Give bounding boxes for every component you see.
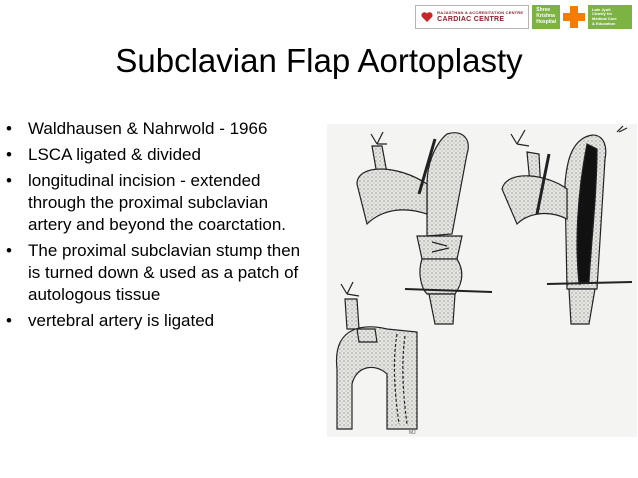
bullet-item [4,310,316,332]
panel-ligation [357,132,492,324]
bullet-item [4,240,316,306]
logo-main-text: CARDIAC CENTRE [437,16,505,23]
bullet-item [4,144,316,166]
charity-logo [588,5,632,29]
bullet-text: longitudinal incision - extended through the proximal subclavian artery and beyond the coarctation. [28,171,286,234]
bullet-marker: • [6,119,12,138]
bullet-list [4,118,316,336]
cardiac-centre-logo [415,5,529,29]
charity-logo-line2: Charity for [592,11,613,17]
bullet-marker: • [6,241,12,260]
hospital-logo-line2: Krishna [536,13,555,20]
aortoplasty-drawing [327,124,637,437]
surgical-illustration [327,124,637,437]
hospital-logo [532,5,560,29]
charity-logo-line1: Late Jyoti [592,6,611,12]
figure-signature: MJ [409,430,416,436]
header-logos [415,4,632,30]
panel-incision [502,126,632,324]
charity-logo-line3: Medical Care [592,16,617,21]
bullet-marker: • [6,311,12,330]
bullet-text: LSCA ligated & divided [28,145,201,164]
heart-icon [421,11,433,23]
bullet-text: vertebral artery is ligated [28,311,215,330]
hospital-logo-line3: Hospital [536,18,556,25]
logo-small-text: RAJASTHAN & ACCREDITATION CENTRE [437,10,524,15]
bullet-text: The proximal subclavian stump then is turned down & used as a patch of autologous tissue [28,241,301,304]
bullet-item [4,170,316,236]
bullet-marker: • [6,171,12,190]
charity-logo-line4: & Education [592,20,616,26]
hospital-logo-line1: Shree [536,7,551,14]
bullet-item [4,118,316,140]
panel-patch [337,282,417,429]
bullet-text: Waldhausen & Nahrwold - 1966 [28,119,268,138]
slide-title: Subclavian Flap Aortoplasty [115,42,523,79]
bullet-marker: • [6,145,12,164]
medical-cross-icon [563,6,585,28]
